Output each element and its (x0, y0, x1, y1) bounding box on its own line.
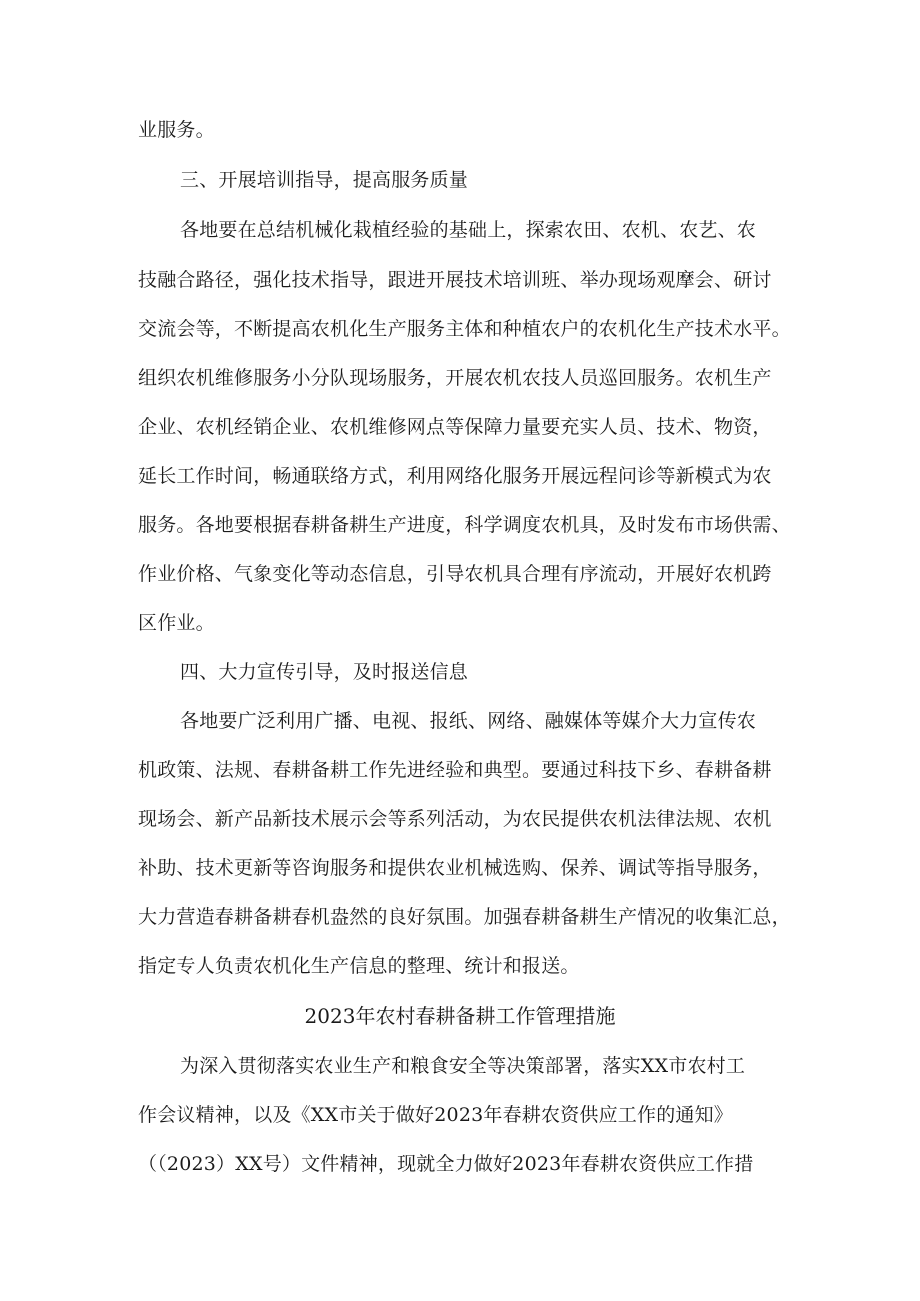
paragraph-line: 现场会、新产品新技术展示会等系列活动，为农民提供农机法律法规、农机 (138, 808, 772, 830)
paragraph-line: （（2023）XX号）文件精神，现就全力做好2023年春耕农资供应工作措 (138, 1153, 754, 1175)
paragraph-line: 机政策、法规、春耕备耕工作先进经验和典型。要通过科技下乡、春耕备耕 (138, 759, 772, 781)
paragraph-line: 作会议精神，以及《XX市关于做好2023年春耕农资供应工作的通知》 (138, 1104, 734, 1126)
paragraph-line: 业服务。 (138, 119, 215, 141)
paragraph-line: 为深入贯彻落实农业生产和粮食安全等决策部署，落实XX市农村工 (180, 1055, 746, 1077)
paragraph-line: 组织农机维修服务小分队现场服务，开展农机农技人员巡回服务。农机生产 (138, 367, 772, 389)
paragraph-line: 技融合路径，强化技术指导，跟进开展技术培训班、举办现场观摩会、研讨 (138, 269, 772, 291)
section-heading: 三、开展培训指导，提高服务质量 (180, 169, 469, 191)
paragraph-line: 交流会等，不断提高农机化生产服务主体和种植农户的农机化生产技术水平。 (138, 318, 791, 340)
paragraph-line: 区作业。 (138, 612, 215, 634)
paragraph-line: 指定专人负责农机化生产信息的整理、统计和报送。 (138, 955, 580, 977)
section-heading: 四、大力宣传引导，及时报送信息 (180, 661, 469, 683)
paragraph-line: 延长工作时间，畅通联络方式，利用网络化服务开展远程问诊等新模式为农 (138, 465, 772, 487)
paragraph-line: 补助、技术更新等咨询服务和提供农业机械选购、保养、调试等指导服务， (138, 857, 772, 879)
paragraph-line: 大力营造春耕备耕春机盎然的良好氛围。加强春耕备耕生产情况的收集汇总， (138, 906, 791, 928)
paragraph-line: 作业价格、气象变化等动态信息，引导农机具合理有序流动，开展好农机跨 (138, 563, 772, 585)
paragraph-line: 各地要在总结机械化栽植经验的基础上，探索农田、农机、农艺、农 (180, 219, 757, 241)
paragraph-line: 各地要广泛利用广播、电视、报纸、网络、融媒体等媒介大力宣传农 (180, 710, 757, 732)
paragraph-line: 企业、农机经销企业、农机维修网点等保障力量要充实人员、技术、物资， (138, 416, 772, 438)
document-title: 2023年农村春耕备耕工作管理措施 (304, 1004, 616, 1028)
paragraph-line: 服务。各地要根据春耕备耕生产进度，科学调度农机具，及时发布市场供需、 (138, 514, 791, 536)
